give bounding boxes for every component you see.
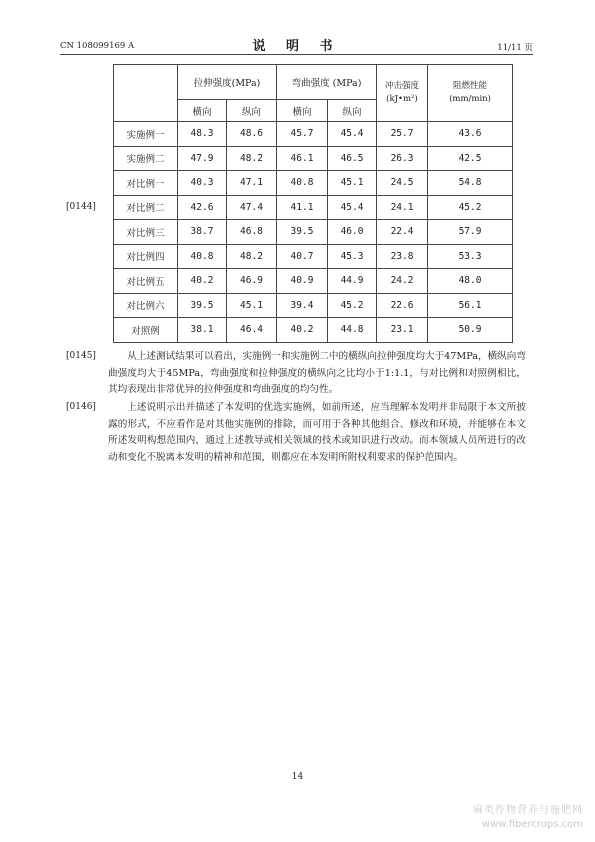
flexural-longitudinal: 45.3	[328, 244, 377, 269]
corner-cell	[114, 65, 178, 122]
table-row	[114, 220, 513, 245]
flame-retardancy: 45.2	[428, 195, 513, 220]
flexural-transverse: 46.1	[277, 146, 328, 171]
watermark-url: www.fibercrops.com	[481, 819, 583, 830]
col-header-flame	[428, 65, 513, 122]
page-header	[60, 34, 533, 55]
table-row	[114, 171, 513, 196]
document-type-title: 说 明 书	[252, 39, 341, 54]
tensile-transverse: 40.8	[178, 244, 227, 269]
table-row	[114, 195, 513, 220]
sub-header-tensile-longitudinal: 纵向	[227, 100, 277, 122]
flexural-transverse: 45.7	[277, 122, 328, 147]
flexural-longitudinal: 45.1	[328, 171, 377, 196]
flame-retardancy: 43.6	[428, 122, 513, 147]
impact-strength: 23.1	[377, 318, 428, 343]
tensile-transverse: 40.3	[178, 171, 227, 196]
row-label: 对比例一	[114, 171, 178, 196]
tensile-longitudinal: 48.2	[227, 146, 277, 171]
table-row	[114, 244, 513, 269]
paragraph-0146-text: 上述说明示出并描述了本发明的优选实施例，如前所述，应当理解本发明并非局限于本文所披露的形式，不应看作是对其他实施例的排除，而可用于各种其他组合、修改和环境，并能够在本文所述发明构想范围内，通过上述教导或相关领域的技术或知识进行改动。而本领域人员所进行的改动和变化不脱离本发明的精神和范围，则都应在本发明所附权利要求的保护范围内。	[108, 402, 526, 463]
table-header-row	[114, 65, 513, 100]
paragraph-0145	[108, 349, 526, 399]
flexural-longitudinal: 46.0	[328, 220, 377, 245]
tensile-longitudinal: 46.9	[227, 269, 277, 294]
sub-header-flexural-transverse: 横向	[277, 100, 328, 122]
properties-table	[113, 64, 513, 343]
flexural-transverse: 41.1	[277, 195, 328, 220]
flame-retardancy: 53.3	[428, 244, 513, 269]
table-row	[114, 269, 513, 294]
flexural-transverse: 40.9	[277, 269, 328, 294]
impact-strength: 23.8	[377, 244, 428, 269]
row-label: 对比例三	[114, 220, 178, 245]
tensile-longitudinal: 48.2	[227, 244, 277, 269]
tensile-longitudinal: 47.1	[227, 171, 277, 196]
table-row	[114, 146, 513, 171]
table-row	[114, 293, 513, 318]
flame-retardancy: 56.1	[428, 293, 513, 318]
flexural-transverse: 40.8	[277, 171, 328, 196]
flexural-longitudinal: 44.8	[328, 318, 377, 343]
row-label: 对比例六	[114, 293, 178, 318]
paragraph-number-0145: [0145]	[66, 351, 96, 361]
watermark-site-name: 麻类作物营养与施肥网	[473, 805, 583, 816]
col-header-impact	[377, 65, 428, 122]
tensile-transverse: 40.2	[178, 269, 227, 294]
flame-label: 阻燃性能	[453, 81, 488, 91]
table-row	[114, 318, 513, 343]
impact-unit: (kJ•m²)	[386, 94, 418, 104]
flexural-longitudinal: 44.9	[328, 269, 377, 294]
table-row	[114, 122, 513, 147]
flexural-longitudinal: 45.4	[328, 195, 377, 220]
tensile-longitudinal: 46.4	[227, 318, 277, 343]
tensile-longitudinal: 48.6	[227, 122, 277, 147]
tensile-longitudinal: 47.4	[227, 195, 277, 220]
col-header-flexural: 弯曲强度 (MPa)	[277, 65, 377, 100]
impact-strength: 26.3	[377, 146, 428, 171]
watermark	[473, 804, 583, 832]
tensile-transverse: 38.7	[178, 220, 227, 245]
flame-retardancy: 57.9	[428, 220, 513, 245]
impact-strength: 24.2	[377, 269, 428, 294]
row-label: 对比例四	[114, 244, 178, 269]
flame-unit: (mm/min)	[449, 94, 491, 104]
flexural-transverse: 40.2	[277, 318, 328, 343]
tensile-transverse: 39.5	[178, 293, 227, 318]
flexural-transverse: 39.4	[277, 293, 328, 318]
impact-strength: 25.7	[377, 122, 428, 147]
tensile-transverse: 42.6	[178, 195, 227, 220]
impact-label: 冲击强度	[385, 81, 420, 91]
page-number: 14	[291, 772, 304, 782]
row-label: 对比例二	[114, 195, 178, 220]
flexural-longitudinal: 45.4	[328, 122, 377, 147]
row-label: 实施例一	[114, 122, 178, 147]
impact-strength: 24.5	[377, 171, 428, 196]
flame-retardancy: 50.9	[428, 318, 513, 343]
flexural-transverse: 39.5	[277, 220, 328, 245]
tensile-transverse: 48.3	[178, 122, 227, 147]
row-label: 对比例五	[114, 269, 178, 294]
sub-header-tensile-transverse: 横向	[178, 100, 227, 122]
flexural-longitudinal: 45.2	[328, 293, 377, 318]
flexural-transverse: 40.7	[277, 244, 328, 269]
flexural-longitudinal: 46.5	[328, 146, 377, 171]
paragraph-number-0146: [0146]	[66, 402, 96, 412]
tensile-longitudinal: 46.8	[227, 220, 277, 245]
tensile-transverse: 38.1	[178, 318, 227, 343]
tensile-transverse: 47.9	[178, 146, 227, 171]
flame-retardancy: 48.0	[428, 269, 513, 294]
page-info: 11/11 页	[497, 43, 533, 53]
row-label: 实施例二	[114, 146, 178, 171]
impact-strength: 22.4	[377, 220, 428, 245]
flame-retardancy: 54.8	[428, 171, 513, 196]
flame-retardancy: 42.5	[428, 146, 513, 171]
paragraph-number-0144: [0144]	[66, 202, 96, 212]
row-label: 对照例	[114, 318, 178, 343]
col-header-tensile: 拉伸强度(MPa)	[178, 65, 277, 100]
paragraph-0145-text: 从上述测试结果可以看出，实施例一和实施例二中的横纵向拉伸强度均大于47MPa，横纵向弯曲强度均大于45MPa，弯曲强度和拉伸强度的横纵向之比均小于1:1.1，与对比例和对照例相比，其均表现出非常优异的拉伸强度和弯曲强度的均匀性。	[108, 351, 526, 395]
tensile-longitudinal: 45.1	[227, 293, 277, 318]
impact-strength: 24.1	[377, 195, 428, 220]
patent-number: CN 108099169 A	[60, 41, 135, 51]
paragraph-0146	[108, 400, 526, 466]
sub-header-flexural-longitudinal: 纵向	[328, 100, 377, 122]
impact-strength: 22.6	[377, 293, 428, 318]
